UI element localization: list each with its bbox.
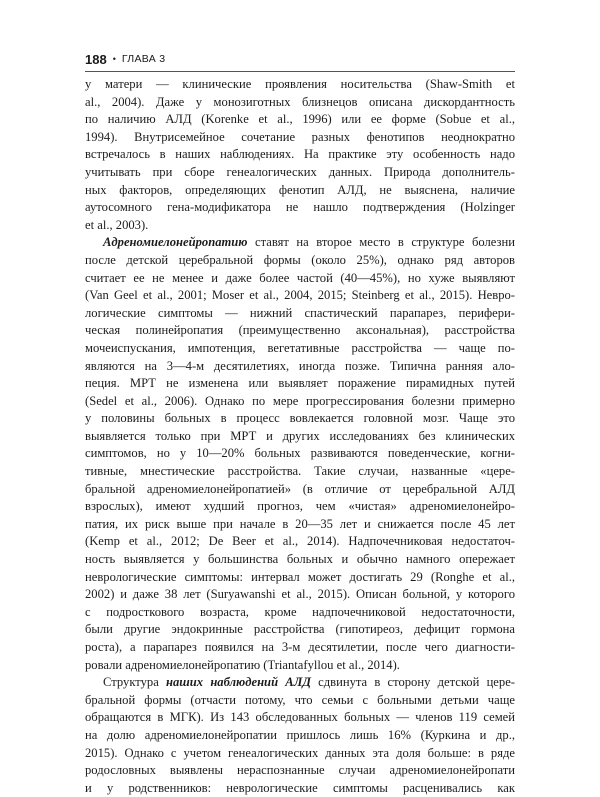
text-line: ческая полинейропатия (преимущественно аксональная), расстройства bbox=[85, 323, 515, 338]
paragraph-3 bbox=[85, 674, 515, 797]
text-fragment: ставят на второе место в структуре болезни bbox=[247, 235, 515, 250]
text-line: с подросткового возраста, кроме надпочечниковой недостаточности, bbox=[85, 604, 515, 619]
text-line: у матери — клинические проявления носительства (Shaw-Smith et bbox=[85, 77, 515, 91]
text-line: на долю адреномиелонейропатии пришлось лишь 16% (Куркина и др., bbox=[85, 727, 515, 742]
text-line: 2015). Однако с учетом генеалогических данных эта доля больше: в ряде bbox=[85, 745, 515, 760]
text-line: 2002) и даже 38 лет (Suryawanshi et al., 2015). Описан больной, у которого bbox=[85, 587, 515, 602]
text-line: родословных выявлены нераспознанные случаи адреномиелонейропати bbox=[85, 763, 515, 778]
text-line: патия, их риск выше при начале в 20—35 лет и снижается после 45 лет bbox=[85, 516, 515, 531]
text-line: 1994). Внутрисемейное сочетание разных фенотипов неоднократно bbox=[85, 129, 515, 144]
text-fragment: сдвинута в сторону детской цере- bbox=[310, 675, 515, 690]
text-line: пеция. МРТ не изменена или выявляет поражение пирамидных путей bbox=[85, 376, 515, 391]
term-our-observations: наших наблюдений АЛД bbox=[166, 675, 311, 690]
text-line: встречалось в наших наблюдениях. На практике эту особенность надо bbox=[85, 147, 515, 162]
paragraph-2 bbox=[85, 234, 515, 674]
text-line: были другие эндокринные расстройства (гипотиреоз, дефицит гормона bbox=[85, 622, 515, 637]
text-line: выявляется только при МРТ и других исследованиях без клинических bbox=[85, 428, 515, 443]
page-number: 188 bbox=[85, 51, 107, 67]
text-line: и у родственников: неврологические симптомы расценивались как bbox=[85, 780, 515, 795]
text-line: тивные, мнестические расстройства. Такие случаи, названные «цере- bbox=[85, 464, 515, 479]
text-line: логические симптомы — нижний спастический парапарез, перифери- bbox=[85, 305, 515, 320]
text-line: (Kemp et al., 2012; De Beer et al., 2014). Надпочечниковая недостаточ- bbox=[85, 534, 515, 549]
text-line: (Van Geel et al., 2001; Moser et al., 2004, 2015; Steinberg et al., 2015). Невро- bbox=[85, 288, 515, 303]
header-bullet: • bbox=[112, 54, 116, 64]
text-line bbox=[85, 234, 515, 252]
text-line: учитывать при сборе генеалогических данных. Природа дополнитель- bbox=[85, 164, 515, 179]
text-line: al., 2004). Даже у монозиготных близнецов описана дискордантность bbox=[85, 94, 515, 109]
text-line: после детской церебральной формы (около 25%), однако ряд авторов bbox=[85, 252, 515, 267]
text-line: считает ее не менее и даже более частой (40—45%), но хуже выявляют bbox=[85, 270, 515, 285]
text-line: ных факторов, определяющих фенотип АЛД, не выяснена, наличие bbox=[85, 182, 515, 197]
text-line: бральной формы (отчасти потому, что семьи с больными детьми чаще bbox=[85, 692, 515, 707]
text-line: по наличию АЛД (Korenke et al., 1996) или ее форме (Sobue et al., bbox=[85, 112, 515, 127]
text-line: ность выявляется у большинства больных и обычно намного опережает bbox=[85, 552, 515, 567]
text-line: аутосомного гена-модификатора не нашло подтверждения (Holzinger bbox=[85, 200, 515, 215]
text-line: взрослых), имеют худший прогноз, чем «чистая» адреномиелонейро- bbox=[85, 499, 515, 514]
text-line bbox=[85, 674, 515, 692]
running-header bbox=[85, 49, 515, 69]
text-line: роста), а парапарез появился на 3-м десятилетии, после чего диагности- bbox=[85, 640, 515, 654]
chapter-label: ГЛАВА 3 bbox=[121, 53, 166, 65]
text-line: бральной адреномиелонейропатией» (в отличие от церебральной АЛД bbox=[85, 481, 515, 496]
text-fragment: Структура bbox=[103, 675, 167, 690]
paragraph-1 bbox=[85, 76, 515, 234]
header-rule bbox=[85, 71, 515, 72]
text-line: et al., 2003). bbox=[85, 217, 149, 232]
text-line: ровали адреномиелонейропатию (Triantafyllou et al., 2014). bbox=[85, 657, 400, 672]
text-line: неврологические симптомы: интервал может достигать 29 (Ronghe et al., bbox=[85, 569, 515, 584]
text-line: у половины больных в процесс вовлекается головной мозг. Чаще это bbox=[85, 411, 515, 426]
body-text bbox=[85, 76, 515, 797]
text-line: (Sedel et al., 2006). Однако по мере прогрессирования болезни примерно bbox=[85, 393, 515, 408]
text-line: обращаются в МГК). Из 143 обследованных больных — членов 119 семей bbox=[85, 710, 515, 725]
text-line: симптомов, но у 10—20% больных развиваются поведенческие, когни- bbox=[85, 446, 515, 461]
text-line: мочеиспускания, импотенция, вегетативные расстройства — чаще по- bbox=[85, 340, 515, 355]
text-line: являются на 3—4-м десятилетиях, иногда позже. Типична ранняя ало- bbox=[85, 358, 515, 373]
term-amn: Адреномиелонейропатию bbox=[103, 235, 248, 250]
